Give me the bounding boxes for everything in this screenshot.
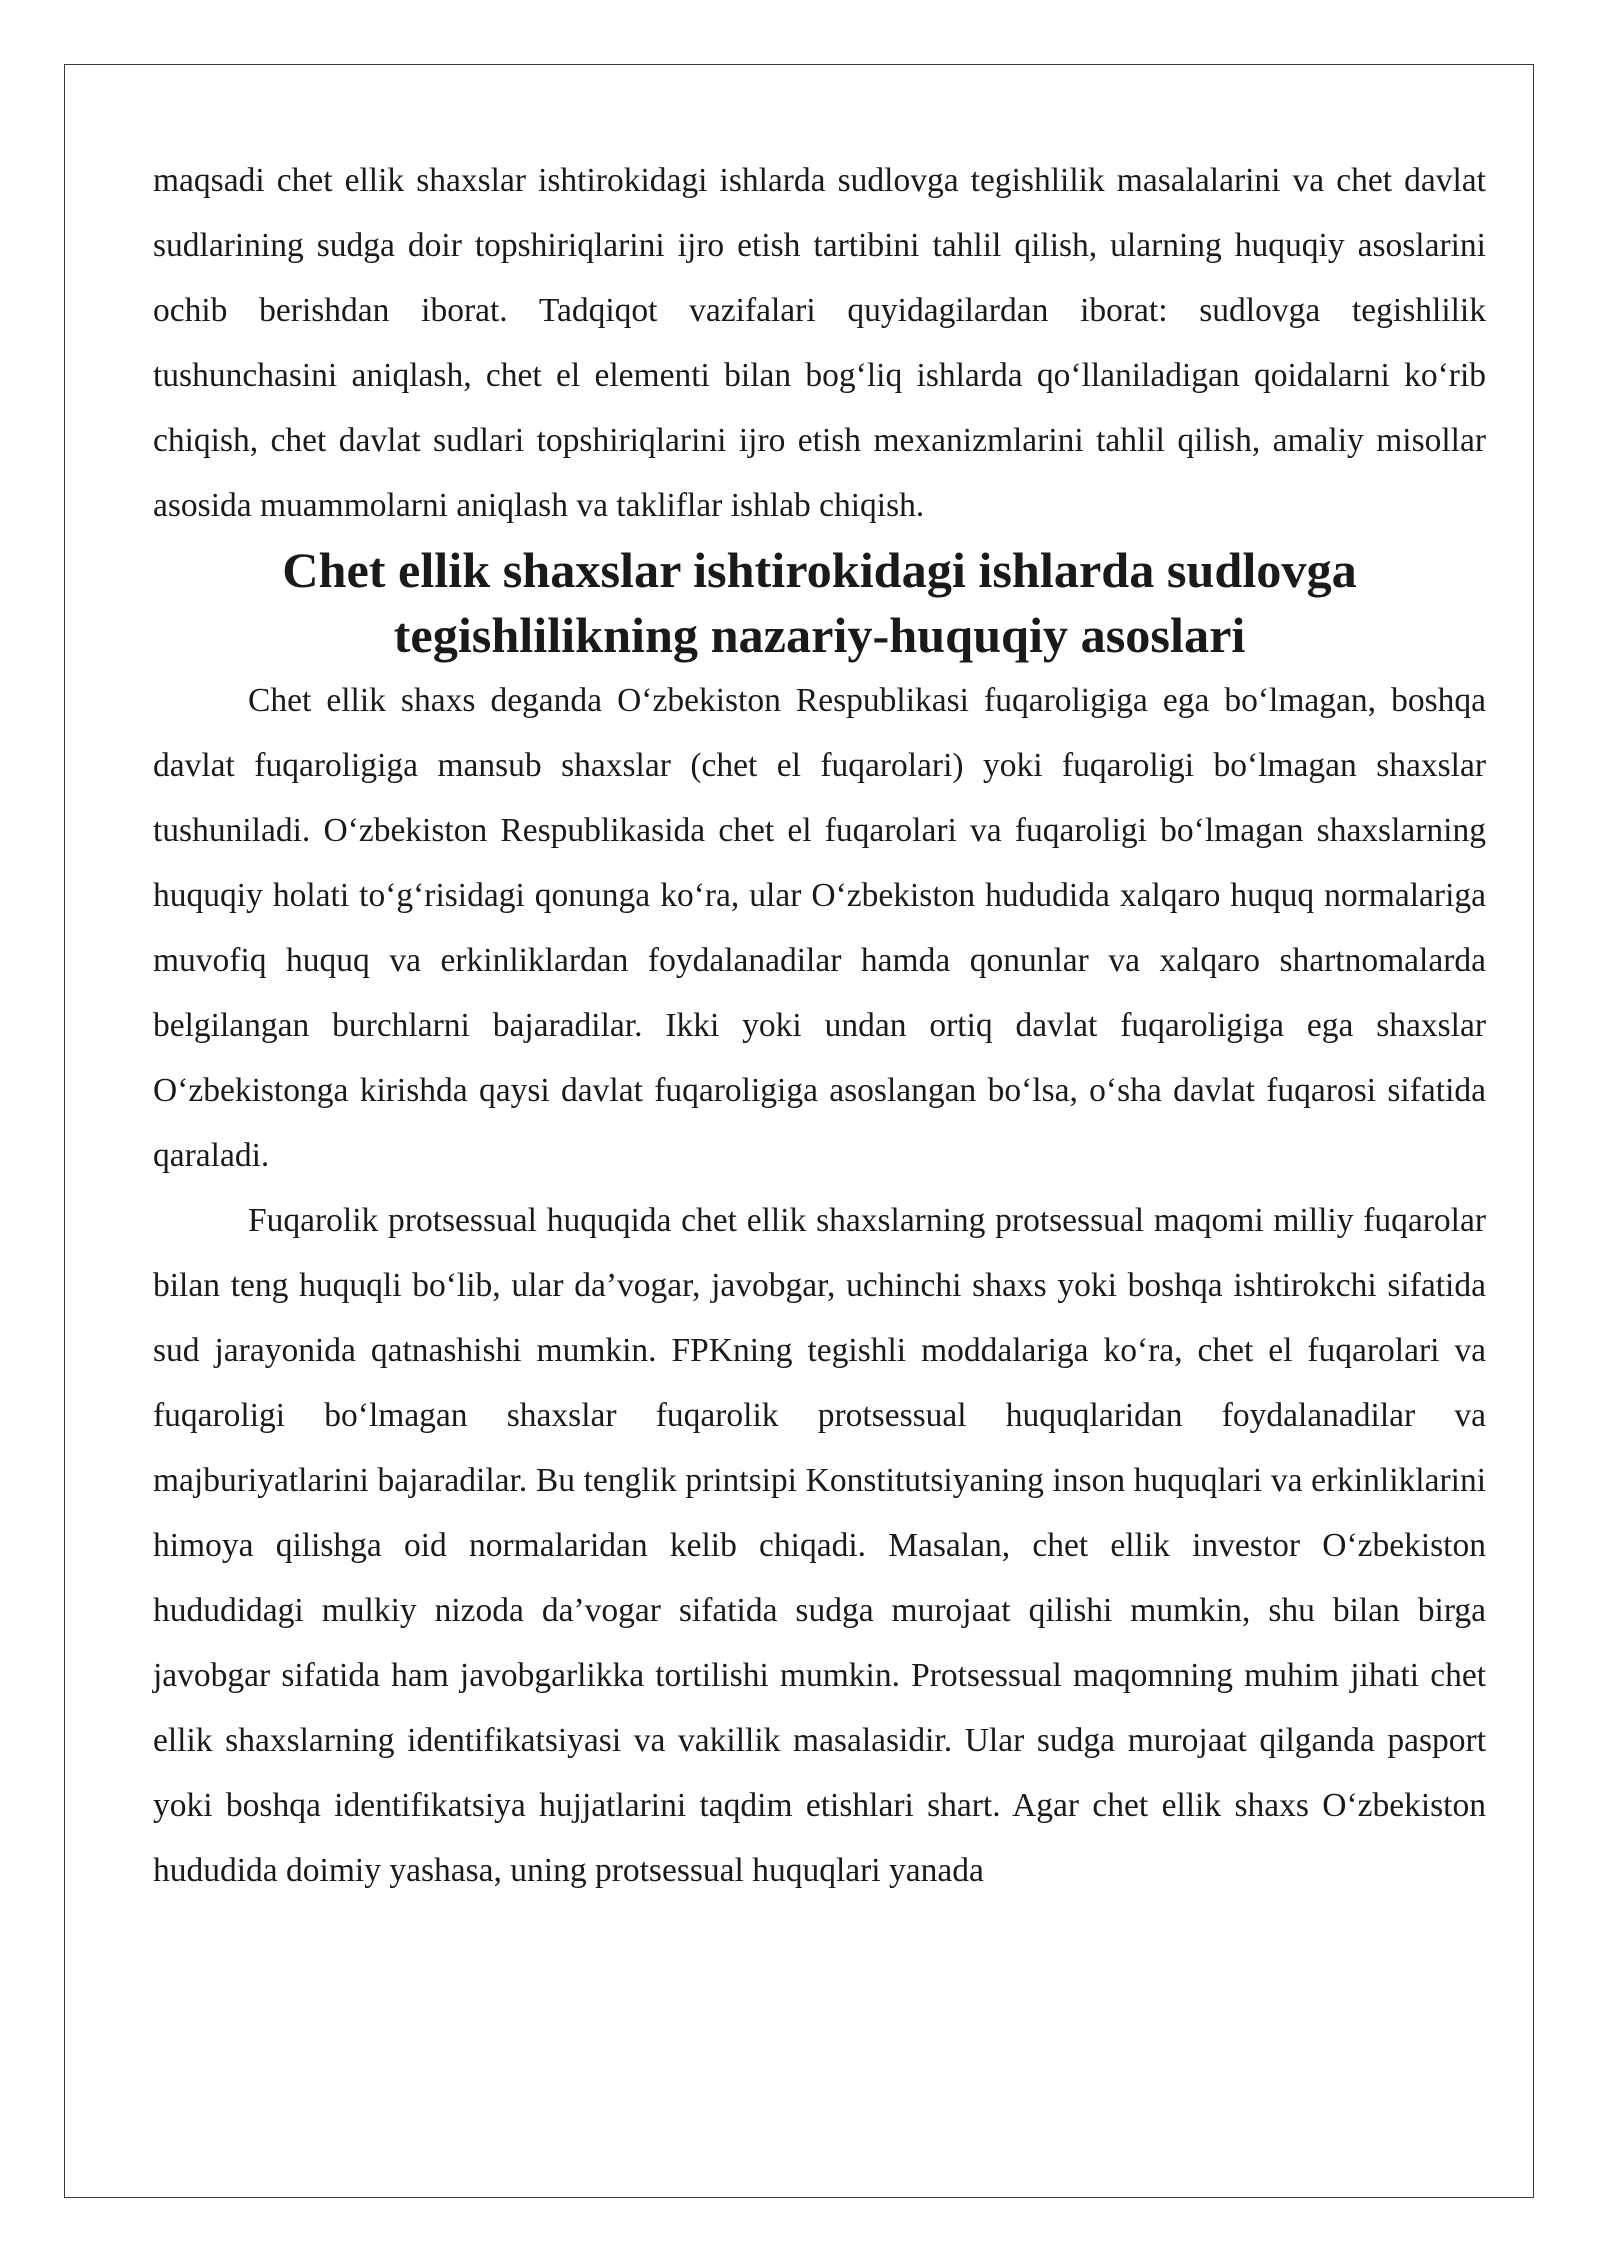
paragraph-foreign-person-definition: Chet ellik shaxs deganda O‘zbekiston Respublikasi fuqaroligiga ega bo‘lmagan, boshqa davlat fuqaroligiga mansub shaxslar (chet el fuqarolari) yoki fuqaroligi bo‘lmagan shaxslar tushuniladi. O‘zbekiston Respublikasida chet el fuqarolari va fuqaroligi bo‘lmagan shaxslarning huquqiy holati to‘g‘risidagi qonunga ko‘ra, ular O‘zbekiston hududida xalqaro huquq normalariga muvofiq huquq va erkinliklardan foydalanadilar hamda qonunlar va xalqaro shartnomalarda belgilangan burchlarni bajaradilar. Ikki yoki undan ortiq davlat fuqaroligiga ega shaxslar O‘zbekistonga kirishda qaysi davlat fuqaroligiga asoslangan bo‘lsa, o‘sha davlat fuqarosi sifatida qaraladi. xyxy=(153,682,1486,1174)
document-body xyxy=(153,148,1486,1903)
paragraph-research-goal: maqsadi chet ellik shaxslar ishtirokidagi ishlarda sudlovga tegishlilik masalalarini va chet davlat sudlarining sudga doir topshiriqlarini ijro etish tartibini tahlil qilish, ularning huquqiy asoslarini ochib berishdan iborat. Tadqiqot vazifalari quyidagilardan iborat: sudlovga tegishlilik tushunchasini aniqlash, chet el elementi bilan bog‘liq ishlarda qo‘llaniladigan qoidalarni ko‘rib chiqish, chet davlat sudlari topshiriqlarini ijro etish mexanizmlarini tahlil qilish, amaliy misollar asosida muammolarni aniqlash va takliflar ishlab chiqish. xyxy=(153,162,1486,524)
paragraph-procedural-status: Fuqarolik protsessual huquqida chet ellik shaxslarning protsessual maqomi milliy fuqarolar bilan teng huquqli bo‘lib, ular da’vogar, javobgar, uchinchi shaxs yoki boshqa ishtirokchi sifatida sud jarayonida qatnashishi mumkin. FPKning tegishli moddalariga ko‘ra, chet el fuqarolari va fuqaroligi bo‘lmagan shaxslar fuqarolik protsessual huquqlaridan foydalanadilar va majburiyatlarini bajaradilar. Bu tenglik printsipi Konstitutsiyaning inson huquqlari va erkinliklarini himoya qilishga oid normalaridan kelib chiqadi. Masalan, chet ellik investor O‘zbekiston hududidagi mulkiy nizoda da’vogar sifatida sudga murojaat qilishi mumkin, shu bilan birga javobgar sifatida ham javobgarlikka tortilishi mumkin. Protsessual maqomning muhim jihati chet ellik shaxslarning identifikatsiyasi va vakillik masalasidir. Ular sudga murojaat qilganda pasport yoki boshqa identifikatsiya hujjatlarini taqdim etishlari shart. Agar chet ellik shaxs O‘zbekiston hududida doimiy yashasa, uning protsessual huquqlari yanada xyxy=(153,1202,1486,1889)
section-heading: Chet ellik shaxslar ishtirokidagi ishlarda sudlovga tegishlilikning nazariy-huquqiy asoslari xyxy=(282,542,1357,663)
